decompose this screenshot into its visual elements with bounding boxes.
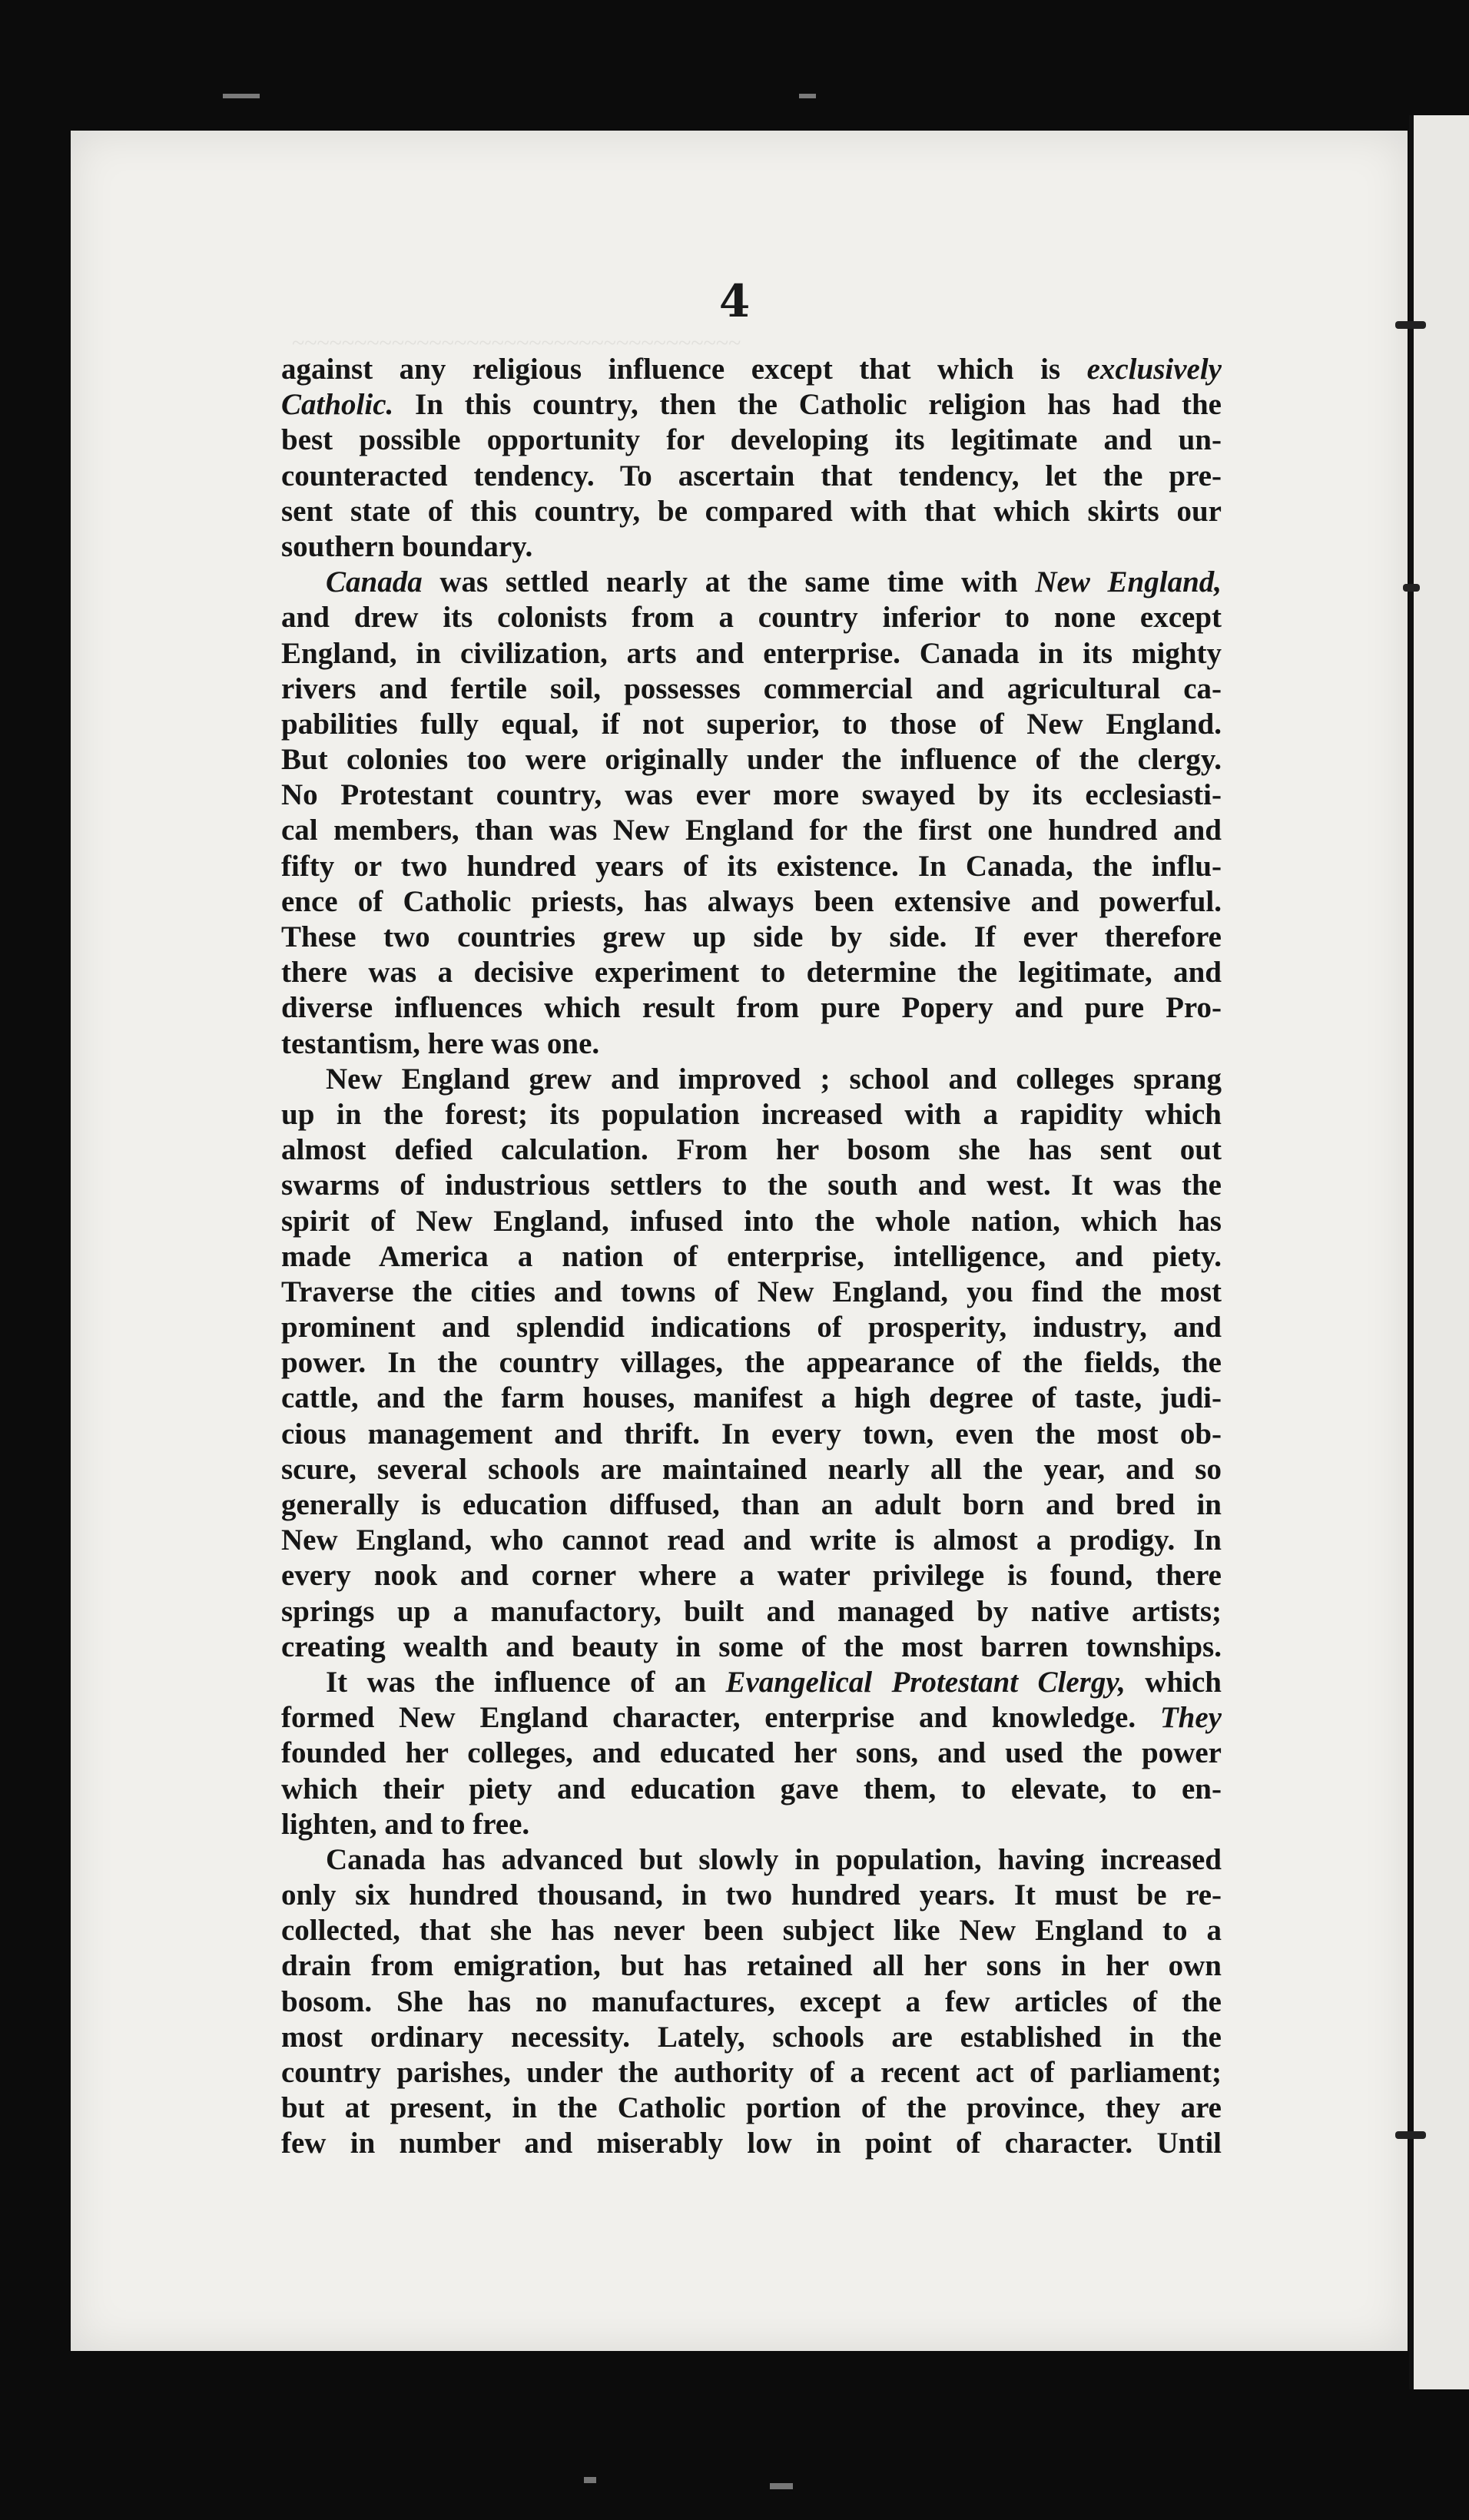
text-run: up in the forest; its population increased with a rapidity which [281, 1097, 1222, 1131]
text-run: Traverse the cities and towns of New England, you find the most [281, 1275, 1222, 1308]
scan-artifact [770, 2483, 793, 2489]
text-run: prominent and splendid indications of prosperity, industry, and [281, 1311, 1222, 1345]
text-line [281, 352, 1222, 387]
text-line [281, 1026, 1222, 1062]
text-line [281, 1630, 1222, 1665]
text-run: cious management and thrift. In every town, even the most ob- [281, 1417, 1222, 1451]
italic-text: Canada [326, 565, 423, 599]
page-body-text [281, 352, 1222, 2162]
text-run: diverse influences which result from pure Popery and pure Pro- [281, 991, 1222, 1025]
text-line [281, 1487, 1222, 1523]
text-run: scure, several schools are maintained nearly all the year, and so [281, 1452, 1222, 1486]
text-line [281, 707, 1222, 742]
text-line [281, 990, 1222, 1026]
text-line [281, 1345, 1222, 1381]
text-run: cal members, than was New England for the first one hundred and [281, 814, 1222, 847]
text-line [281, 529, 1222, 565]
text-line [281, 636, 1222, 671]
scan-artifact [584, 2477, 596, 2483]
text-line [281, 2020, 1222, 2055]
text-line [281, 1772, 1222, 1807]
text-line [281, 1381, 1222, 1416]
text-run: creating wealth and beauty in some of the most barren townships. [281, 1630, 1222, 1663]
text-run: It was the influence of an [326, 1665, 726, 1699]
text-run: most ordinary necessity. Lately, schools are established in the [281, 2020, 1222, 2054]
text-run: collected, that she has never been subject like New England to a [281, 1914, 1222, 1948]
text-line [281, 1913, 1222, 1948]
text-run: pabilities fully equal, if not superior, to those of New England. [281, 707, 1222, 741]
text-run: New England, who cannot read and write is almost a prodigy. In [281, 1524, 1222, 1557]
text-run: lighten, and to free. [281, 1807, 530, 1841]
text-line [281, 1062, 1222, 1097]
text-line [281, 2055, 1222, 2091]
text-run: But colonies too were originally under the influence of the clergy. [281, 743, 1222, 777]
text-run: England, in civilization, arts and enterprise. Canada in its mighty [281, 636, 1222, 670]
text-line [281, 2126, 1222, 2161]
adjacent-page-edge [1409, 115, 1469, 2389]
text-line [281, 600, 1222, 635]
page-edge-mark [1395, 2131, 1426, 2139]
text-line [281, 920, 1222, 955]
text-line [281, 849, 1222, 884]
text-line [281, 1452, 1222, 1487]
text-line [281, 671, 1222, 707]
text-line [281, 387, 1222, 423]
text-run: Canada has advanced but slowly in population, having increased [326, 1842, 1222, 1876]
text-run: almost defied calculation. From her bosom she has sent out [281, 1133, 1222, 1167]
page-number: 4 [718, 275, 751, 327]
text-line [281, 423, 1222, 458]
text-run: which [1125, 1665, 1222, 1699]
text-line [281, 1204, 1222, 1239]
text-run: counteracted tendency. To ascertain that tendency, let the pre- [281, 459, 1222, 492]
text-run: best possible opportunity for developing its legitimate and un- [281, 423, 1222, 457]
text-run: made America a nation of enterprise, intelligence, and piety. [281, 1239, 1222, 1273]
text-line [281, 1310, 1222, 1345]
text-line [281, 1168, 1222, 1203]
text-line [281, 1948, 1222, 1984]
text-line [281, 1523, 1222, 1558]
text-line [281, 2091, 1222, 2126]
text-run: there was a decisive experiment to determine the legitimate, and [281, 956, 1222, 990]
text-run: and drew its colonists from a country inferior to none except [281, 601, 1222, 635]
text-run: bosom. She has no manufactures, except a few articles of the [281, 1984, 1222, 2018]
text-run: few in number and miserably low in point of character. Until [281, 2127, 1222, 2160]
text-line [281, 1878, 1222, 1913]
text-line [281, 1275, 1222, 1310]
text-run: but at present, in the Catholic portion of the province, they are [281, 2091, 1222, 2125]
text-line [281, 955, 1222, 990]
text-line [281, 778, 1222, 813]
text-run: cattle, and the farm houses, manifest a high degree of taste, judi- [281, 1381, 1222, 1415]
italic-text: Evangelical Protestant Clergy, [725, 1665, 1126, 1699]
text-line [281, 1239, 1222, 1275]
text-line [281, 1736, 1222, 1771]
text-line [281, 1984, 1222, 2020]
text-run: power. In the country villages, the appearance of the fields, the [281, 1346, 1222, 1380]
text-line [281, 742, 1222, 778]
text-run: country parishes, under the authority of a recent act of parliament; [281, 2056, 1222, 2089]
text-line [281, 1097, 1222, 1132]
text-run: every nook and corner where a water privilege is found, there [281, 1559, 1222, 1593]
italic-text: New England, [1035, 565, 1222, 599]
text-line [281, 813, 1222, 848]
text-run: drain from emigration, but has retained all her sons in her own [281, 1949, 1222, 1983]
text-run: formed New England character, enterprise and knowledge. [281, 1701, 1160, 1735]
text-line [281, 459, 1222, 494]
text-line [281, 1594, 1222, 1630]
text-run: only six hundred thousand, in two hundred years. It must be re- [281, 1878, 1222, 1912]
text-line [281, 1417, 1222, 1452]
text-run: rivers and fertile soil, possesses commercial and agricultural ca- [281, 671, 1222, 705]
italic-text: Catholic. [281, 388, 394, 422]
page-edge-mark [1403, 584, 1420, 592]
text-run: In this country, then the Catholic religion has had the [393, 388, 1222, 422]
text-line [281, 1665, 1222, 1700]
text-run: was settled nearly at the same time with [422, 565, 1036, 599]
text-line [281, 1558, 1222, 1593]
text-line [281, 1700, 1222, 1736]
text-run: against any religious influence except that which is [281, 353, 1087, 386]
text-run: These two countries grew up side by side. If ever therefore [281, 920, 1222, 953]
text-line [281, 565, 1222, 600]
text-run: which their piety and education gave them, to elevate, to en- [281, 1772, 1222, 1805]
text-run: testantism, here was one. [281, 1026, 600, 1060]
text-run: spirit of New England, infused into the whole nation, which has [281, 1204, 1222, 1238]
text-run: swarms of industrious settlers to the south and west. It was the [281, 1169, 1222, 1202]
text-run: No Protestant country, was ever more swayed by its ecclesiasti- [281, 778, 1222, 812]
text-line [281, 1842, 1222, 1878]
bleed-through-text: ~~~~~~~~~~~~~~~~~~~~~~~~~~~~~~~~~~~~ [292, 330, 741, 356]
italic-text: They [1159, 1701, 1222, 1735]
text-run: springs up a manufactory, built and managed by native artists; [281, 1594, 1222, 1628]
text-line [281, 1807, 1222, 1842]
text-run: founded her colleges, and educated her sons, and used the power [281, 1736, 1222, 1770]
text-run: southern boundary. [281, 529, 533, 563]
scan-artifact [223, 94, 260, 98]
text-line [281, 884, 1222, 920]
text-line [281, 1132, 1222, 1168]
text-run: generally is education diffused, than an adult born and bred in [281, 1488, 1222, 1521]
text-run: sent state of this country, be compared with that which skirts our [281, 494, 1222, 528]
text-run: fifty or two hundred years of its existence. In Canada, the influ- [281, 849, 1222, 883]
italic-text: exclusively [1086, 353, 1222, 386]
text-line [281, 494, 1222, 529]
text-run: ence of Catholic priests, has always been extensive and powerful. [281, 884, 1222, 918]
scan-artifact [799, 94, 816, 98]
text-run: New England grew and improved ; school and colleges sprang [326, 1062, 1222, 1096]
